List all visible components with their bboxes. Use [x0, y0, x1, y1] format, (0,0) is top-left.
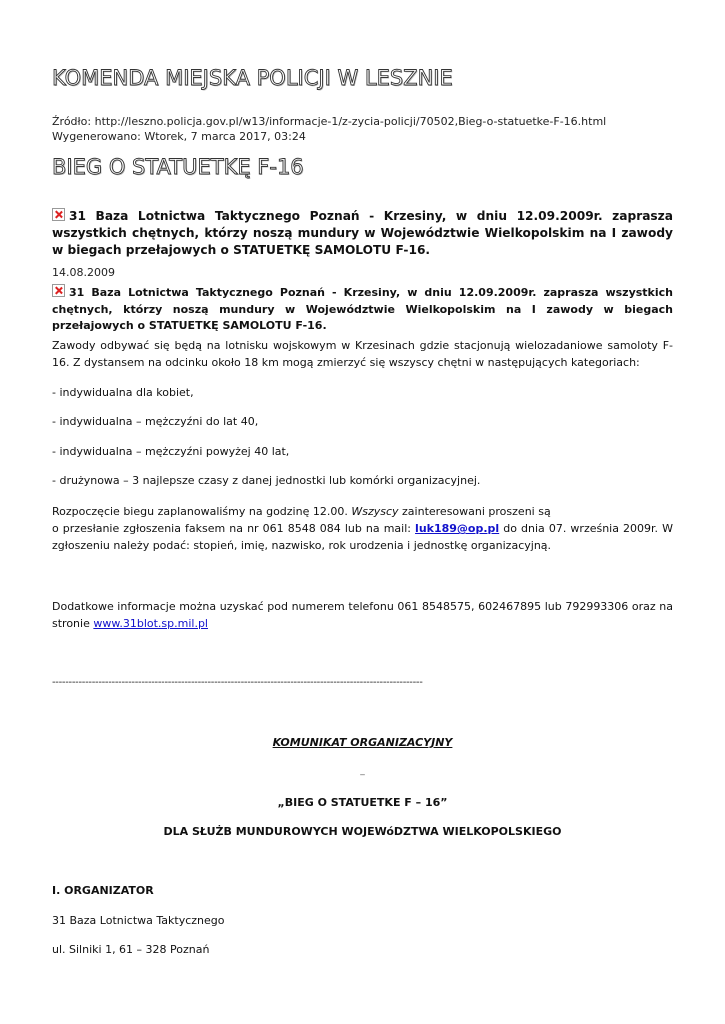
broken-image-icon — [52, 284, 65, 297]
article-date: 14.08.2009 — [52, 266, 115, 279]
source-url[interactable]: http://leszno.policja.gov.pl/w13/informacje-1/z-zycia-policji/70502,Bieg-o-statuetke-F-16.html — [94, 115, 607, 128]
organizer-address: ul. Silniki 1, 61 – 328 Poznań — [52, 943, 210, 956]
source-line — [52, 115, 606, 128]
article-title: BIEG O STATUETKĘ F-16 — [52, 155, 304, 179]
bieg-heading: „BIEG O STATUETKE F – 16” — [277, 796, 448, 809]
organizer-heading: I. ORGANIZATOR — [52, 884, 154, 897]
email-link[interactable]: luk189@op.pl — [415, 522, 500, 535]
paragraph-contact: Dodatkowe informacje można uzyskać pod numerem telefonu 061 8548575, 602467895 lub 792993306 oraz na stronie www.31blot.sp.mil.pl — [52, 600, 673, 630]
dla-heading: DLA SŁUŻB MUNDUROWYCH WOJEWóDZTWA WIELKOPOLSKIEGO — [163, 825, 562, 838]
website-link[interactable]: www.31blot.sp.mil.pl — [93, 617, 208, 630]
small-mark: _ — [360, 766, 365, 776]
article-lead — [52, 208, 673, 259]
broken-image-icon — [52, 208, 65, 221]
organizer-name: 31 Baza Lotnictwa Taktycznego — [52, 914, 225, 927]
paragraph-intro: Zawody odbywać się będą na lotnisku wojskowym w Krzesinach gdzie stacjonują wielozadaniowe samoloty F-16. Z dystansem na odcinku około 18 km mogą zmierzyć się wszyscy chętni w następujących kategoriach: — [52, 339, 673, 369]
generated-line: Wygenerowano: Wtorek, 7 marca 2017, 03:24 — [52, 130, 306, 143]
category-item: - indywidualna – mężczyźni powyżej 40 lat, — [52, 445, 290, 458]
category-item: - indywidualna – mężczyźni do lat 40, — [52, 415, 259, 428]
article-lead-repeat — [52, 284, 673, 335]
lead-text-repeat: 31 Baza Lotnictwa Taktycznego Poznań - Krzesiny, w dniu 12.09.2009r. zaprasza wszystkich chętnych, którzy noszą mundury w Województwie Wielkopolskim na I zawody w biegach przełajowych o STATUETKĘ SAMOLOTU F-16. — [52, 286, 673, 332]
source-label: Źródło: — [52, 115, 92, 128]
category-item: - drużynowa – 3 najlepsze czasy z danej jednostki lub komórki organizacyjnej. — [52, 474, 481, 487]
site-title: KOMENDA MIEJSKA POLICJI W LESZNIE — [52, 66, 453, 90]
category-item: - indywidualna dla kobiet, — [52, 386, 194, 399]
paragraph-registration: Rozpoczęcie biegu zaplanowaliśmy na godzinę 12.00. Wszyscy zainteresowani proszeni są o przesłanie zgłoszenia faksem na nr 061 8548 084 lub na mail: luk189@op.pl do dnia 07. września 2009r. W zgłoszeniu należy podać: stopień, imię, nazwisko, rok urodzenia i jednostkę organizacyjną. — [52, 505, 673, 552]
lead-text: 31 Baza Lotnictwa Taktycznego Poznań - Krzesiny, w dniu 12.09.2009r. zaprasza wszystkich chętnych, którzy noszą mundury w Województwie Wielkopolskim na I zawody w biegach przełajowych o STATUETKĘ SAMOLOTU F-16. — [52, 209, 673, 257]
komunikat-heading: KOMUNIKAT ORGANIZACYJNY — [272, 736, 453, 749]
divider-line: ---------------------------------------------------------------------------------------------------------------- — [52, 677, 423, 688]
